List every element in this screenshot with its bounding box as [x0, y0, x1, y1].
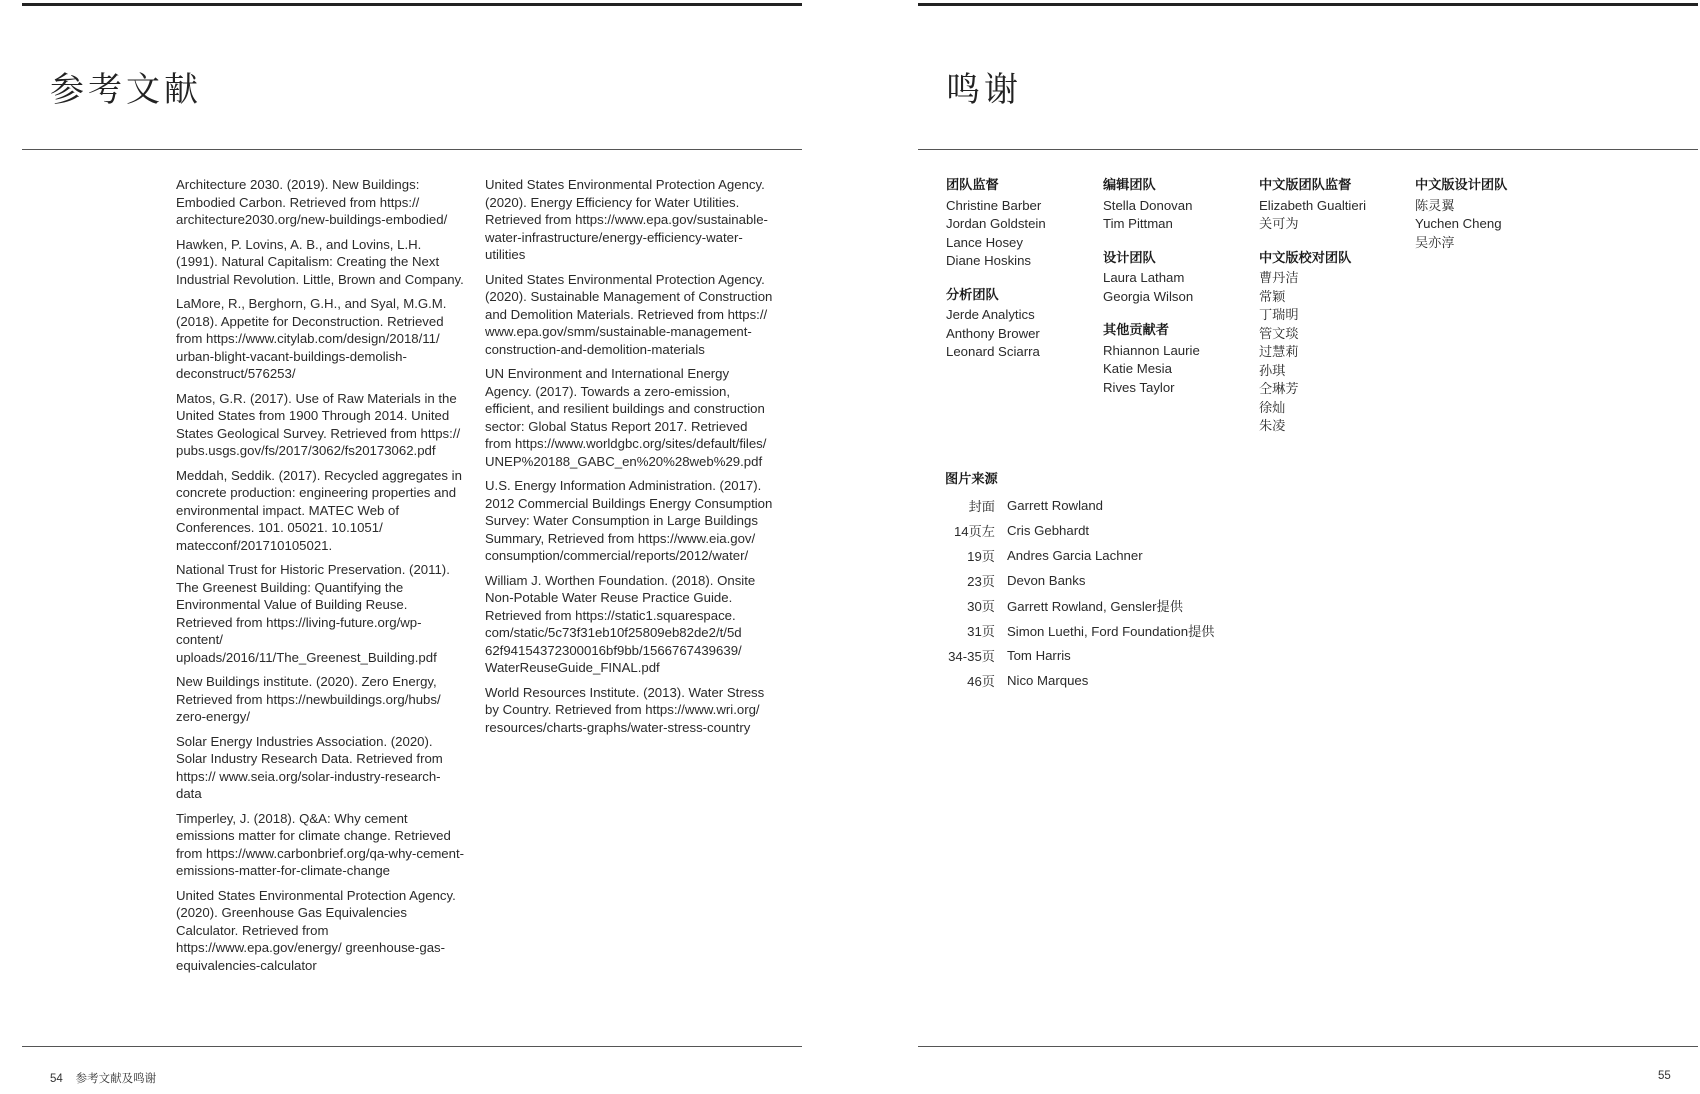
reference-entry: William J. Worthen Foundation. (2018). Onsite Non-Potable Water Reuse Practice Guide. Retrieved from https://static1.squarespace. com/static/5c73f31eb10f25809eb82de2/t/5d 62f94154372300016bf9bb/1566767439639/ WaterReuseGuide_FINAL.pdf	[485, 572, 756, 675]
image-credit-source: Tom Harris	[1007, 648, 1071, 663]
credits-column-3	[1259, 176, 1366, 451]
credit-name: 曹丹洁	[1259, 270, 1299, 285]
image-credit-source: Simon Luethi, Ford Foundation提供	[1007, 624, 1215, 639]
footer-rule-right	[918, 1046, 1698, 1047]
credit-group-heading: 分析团队	[946, 286, 999, 302]
image-credits	[945, 468, 1214, 693]
credit-group-heading: 团队监督	[946, 177, 999, 192]
credit-name: Leonard Sciarra	[946, 344, 1040, 359]
header-rule-right	[918, 149, 1698, 150]
page-title-acknowledgements: 鸣谢	[946, 71, 1022, 109]
credit-name: Yuchen Cheng	[1415, 216, 1502, 231]
page-number: 54	[50, 1073, 63, 1085]
image-credit-row	[945, 493, 1214, 518]
credit-name: Katie Mesia	[1103, 361, 1172, 376]
image-credit-source: Andres Garcia Lachner	[1007, 548, 1143, 563]
reference-entry: UN Environment and International Energy Agency. (2017). Towards a zero-emission, efficient, and resilient buildings and construction sector: Global Status Report 2017. Retrieved from https://www.worldgbc.org/sites/default/files/ UNEP%20188_GABC_en%20%28web%29.pdf	[485, 366, 767, 469]
image-credit-page: 46页	[967, 674, 995, 689]
credit-name: Stella Donovan	[1103, 197, 1193, 213]
header-rule-left	[22, 149, 802, 150]
image-credit-page: 23页	[967, 574, 995, 589]
image-credits-list	[945, 493, 1214, 693]
credit-name: Christine Barber	[946, 197, 1042, 213]
image-credit-page: 31页	[967, 624, 995, 639]
footer-left	[50, 1070, 156, 1086]
credit-name: 关可为	[1259, 216, 1299, 231]
reference-entry: United States Environmental Protection Agency. (2020). Energy Efficiency for Water Utilities. Retrieved from https://www.epa.gov/sustainable-water-infrastructure/energy-efficiency-water-utilities	[485, 177, 768, 262]
image-credit-source: Cris Gebhardt	[1007, 523, 1090, 538]
reference-entry: Solar Energy Industries Association. (2020). Solar Industry Research Data. Retrieved from https:// www.seia.org/solar-industry-research-data	[176, 733, 443, 801]
reference-entry: United States Environmental Protection Agency. (2020). Sustainable Management of Construction and Demolition Materials. Retrieved from https:// www.epa.gov/smm/sustainable-management-construction-and-demolition-materials	[485, 271, 773, 357]
credit-group	[1103, 249, 1200, 307]
credit-name: 过慧莉	[1259, 344, 1299, 359]
credit-name: 朱凌	[1259, 418, 1286, 433]
image-credit-page: 封面	[968, 499, 995, 514]
references-column-2	[485, 176, 775, 743]
footer-section-label: 参考文献及鸣谢	[75, 1073, 157, 1085]
image-credit-source: Garrett Rowland	[1007, 498, 1104, 513]
credit-name: 陈灵翼	[1415, 197, 1455, 213]
image-credit-page: 34-35页	[948, 649, 995, 664]
image-credit-row	[945, 543, 1214, 568]
reference-entry: LaMore, R., Berghorn, G.H., and Syal, M.G.M. (2018). Appetite for Deconstruction. Retrieved from https://www.citylab.com/design/2018/11/ urban-blight-vacant-buildings-demolish-deconstruct/576253/	[176, 296, 447, 381]
credit-group-heading: 中文版团队监督	[1259, 177, 1352, 192]
image-credits-heading: 图片来源	[945, 471, 998, 486]
footer-right	[1658, 1070, 1671, 1082]
reference-entry: U.S. Energy Information Administration. (2017). 2012 Commercial Buildings Energy Consumption Survey: Water Consumption in Large Buildings Summary, Retrieved from https://www.eia.gov/ consumption/commercial/reports/2012/water/	[485, 478, 773, 563]
credit-name: Jerde Analytics	[946, 307, 1035, 322]
credit-group	[1259, 176, 1366, 234]
reference-entry: Architecture 2030. (2019). New Buildings: Embodied Carbon. Retrieved from https:// architecture2030.org/new-buildings-embodied/	[176, 177, 448, 227]
credit-name: Elizabeth Gualtieri	[1259, 197, 1367, 213]
image-credit-source: Devon Banks	[1007, 573, 1086, 588]
credit-name: Laura Latham	[1103, 270, 1185, 285]
reference-entry: United States Environmental Protection Agency. (2020). Greenhouse Gas Equivalencies Calculator. Retrieved from https://www.epa.gov/energy/ greenhouse-gas-equivalencies-calculator	[176, 887, 456, 973]
credit-group	[1259, 249, 1366, 436]
reference-entry: Hawken, P. Lovins, A. B., and Lovins, L.H. (1991). Natural Capitalism: Creating the Next Industrial Revolution. Little, Brown and Company.	[176, 236, 464, 287]
image-credit-row	[945, 568, 1214, 593]
credit-name: Rhiannon Laurie	[1103, 342, 1200, 358]
page-title-references: 参考文献	[50, 71, 202, 109]
credit-name: 吴亦淳	[1415, 234, 1455, 250]
page-number: 55	[1658, 1070, 1671, 1082]
image-credit-row	[945, 618, 1214, 643]
reference-entry: World Resources Institute. (2013). Water Stress by Country. Retrieved from https://www.wri.org/ resources/charts-graphs/water-stress-country	[485, 684, 765, 735]
credit-group-heading: 中文版设计团队	[1415, 177, 1508, 192]
image-credit-page: 19页	[967, 549, 995, 564]
credit-group	[1415, 176, 1507, 252]
reference-entry: Timperley, J. (2018). Q&A: Why cement emissions matter for climate change. Retrieved from https://www.carbonbrief.org/qa-why-cement-emissions-matter-for-climate-change	[176, 810, 465, 878]
credit-name: Jordan Goldstein	[946, 216, 1046, 231]
credit-group	[1103, 321, 1200, 397]
image-credit-page: 30页	[967, 599, 995, 614]
credit-name: Rives Taylor	[1103, 379, 1175, 395]
credit-name: Georgia Wilson	[1103, 288, 1194, 304]
credit-name: Lance Hosey	[946, 234, 1023, 250]
credit-name: Diane Hoskins	[946, 253, 1032, 268]
top-rule-left	[22, 3, 802, 6]
credit-name: 丁瑞明	[1259, 307, 1299, 322]
image-credit-source: Garrett Rowland, Gensler提供	[1007, 599, 1183, 614]
credit-group	[1103, 176, 1200, 234]
credit-name: 孙琪	[1259, 362, 1286, 378]
credits-column-4	[1415, 176, 1507, 267]
image-credit-row	[945, 518, 1214, 543]
reference-entry: Meddah, Seddik. (2017). Recycled aggregates in concrete production: engineering properties and environmental impact. MATEC Web of Conferences. 101. 05021. 10.1051/ matecconf/201710105021.	[176, 467, 462, 553]
credit-group	[946, 286, 1046, 362]
credit-group	[946, 176, 1046, 271]
reference-entry: New Buildings institute. (2020). Zero Energy, Retrieved from https://newbuildings.org/hubs/ zero-energy/	[176, 674, 441, 724]
credit-name: Tim Pittman	[1103, 216, 1173, 231]
credit-name: Anthony Brower	[946, 325, 1040, 341]
credits-column-1	[946, 176, 1046, 377]
credit-group-heading: 设计团队	[1103, 249, 1156, 265]
reference-entry: Matos, G.R. (2017). Use of Raw Materials in the United States from 1900 Through 2014. United States Geological Survey. Retrieved from https:// pubs.usgs.gov/fs/2017/3062/fs20173062.pdf	[176, 390, 461, 458]
image-credit-row	[945, 643, 1214, 668]
credit-name: 仝琳芳	[1259, 381, 1299, 396]
credit-group-heading: 编辑团队	[1103, 177, 1156, 192]
footer-rule-left	[22, 1046, 802, 1047]
reference-entry: National Trust for Historic Preservation. (2011). The Greenest Building: Quantifying the Environmental Value of Building Reuse. Retrieved from https://living-future.org/wp-content/ uploads/2016/11/The_Greenest_Building.pdf	[176, 562, 450, 665]
credit-name: 常颖	[1259, 288, 1286, 304]
credits-column-2	[1103, 176, 1200, 412]
credit-group-heading: 中文版校对团队	[1259, 249, 1352, 265]
image-credit-page: 14页左	[953, 524, 995, 539]
image-credit-source: Nico Marques	[1007, 673, 1089, 688]
top-rule-right	[918, 3, 1698, 6]
credit-name: 徐灿	[1259, 399, 1286, 415]
references-column-1	[176, 176, 466, 981]
image-credit-row	[945, 668, 1214, 693]
credit-name: 管文琰	[1259, 325, 1299, 341]
image-credit-row	[945, 593, 1214, 618]
credit-group-heading: 其他贡献者	[1103, 322, 1169, 337]
